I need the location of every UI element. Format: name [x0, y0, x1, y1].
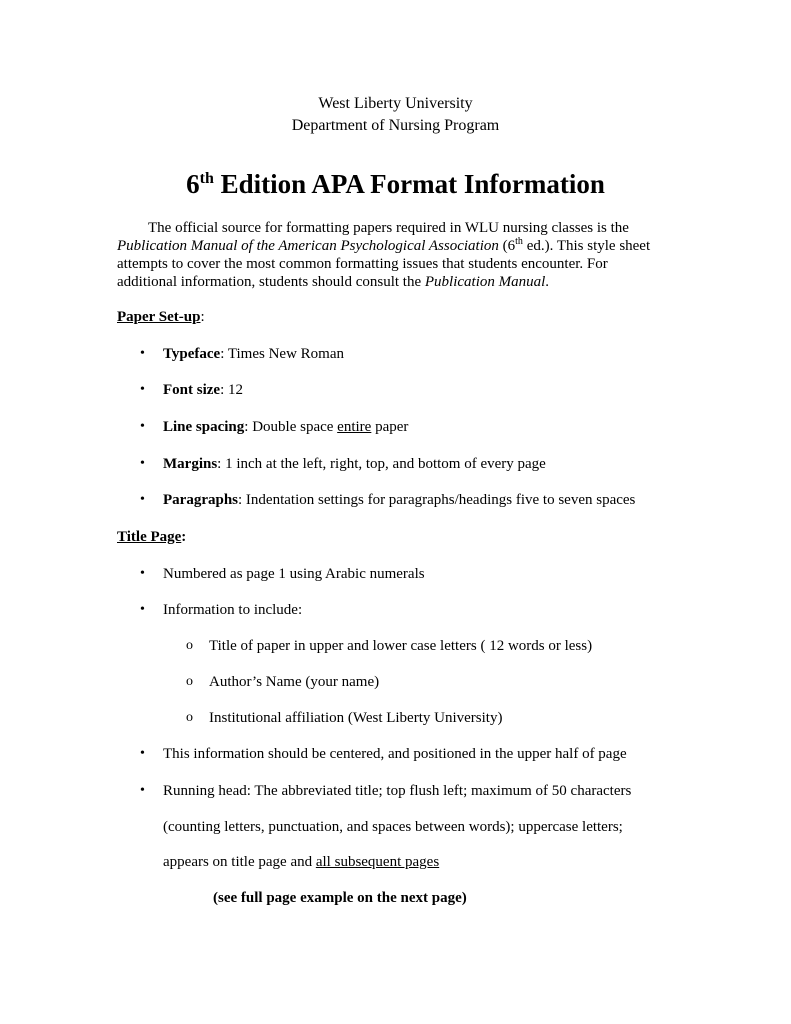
- sub-item-affiliation: Institutional affiliation (West Liberty University): [209, 710, 503, 726]
- list-item-centered: This information should be centered, and positioned in the upper half of page: [163, 746, 627, 762]
- page-title: [0, 168, 791, 200]
- footer-note: (see full page example on the next page): [213, 890, 467, 906]
- circle-bullet-icon: o: [186, 674, 193, 689]
- bullet-icon: •: [140, 419, 145, 434]
- title-text: Edition APA Format Information: [220, 169, 605, 199]
- list-item-typeface: Typeface: Times New Roman: [163, 346, 344, 362]
- bullet-icon: •: [140, 602, 145, 617]
- bullet-icon: •: [140, 346, 145, 361]
- circle-bullet-icon: o: [186, 638, 193, 653]
- bullet-icon: •: [140, 746, 145, 761]
- bullet-icon: •: [140, 492, 145, 507]
- list-item-font-size: Font size: 12: [163, 382, 243, 398]
- intro-line-3: attempts to cover the most common formatting issues that students encounter. For: [117, 256, 608, 272]
- list-item-line-spacing: Line spacing: Double space entire paper: [163, 419, 409, 435]
- list-item-running-head-line-2: (counting letters, punctuation, and spaces between words); uppercase letters;: [163, 819, 623, 835]
- section-heading-title-page: Title Page:: [117, 529, 187, 545]
- title-superscript: th: [199, 170, 214, 187]
- bullet-icon: •: [140, 456, 145, 471]
- list-item-running-head-line-1: Running head: The abbreviated title; top flush left; maximum of 50 characters: [163, 783, 632, 799]
- title-number: 6: [186, 169, 200, 199]
- bullet-icon: •: [140, 783, 145, 798]
- sub-item-title: Title of paper in upper and lower case letters ( 12 words or less): [209, 638, 593, 654]
- list-item-running-head-line-3: appears on title page and all subsequent pages: [163, 854, 440, 870]
- section-heading-paper-setup: Paper Set-up:: [117, 309, 205, 325]
- list-item-numbering: Numbered as page 1 using Arabic numerals: [163, 566, 425, 582]
- intro-line-4: additional information, students should consult the Publication Manual.: [117, 274, 550, 290]
- list-item-information: Information to include:: [163, 602, 303, 618]
- sub-item-author: Author’s Name (your name): [209, 674, 380, 690]
- list-item-paragraphs: Paragraphs: Indentation settings for paragraphs/headings five to seven spaces: [163, 492, 636, 508]
- list-item-margins: Margins: 1 inch at the left, right, top, and bottom of every page: [163, 456, 546, 472]
- publication-manual-title: Publication Manual of the American Psychological Association: [117, 238, 499, 254]
- department-name: Department of Nursing Program: [291, 117, 500, 134]
- university-name: West Liberty University: [318, 95, 473, 112]
- bullet-icon: •: [140, 566, 145, 581]
- circle-bullet-icon: o: [186, 710, 193, 725]
- bullet-icon: •: [140, 382, 145, 397]
- intro-line-2: Publication Manual of the American Psychological Association (6th ed.). This style sheet: [117, 236, 651, 254]
- intro-line-1: The official source for formatting papers required in WLU nursing classes is the: [148, 220, 629, 236]
